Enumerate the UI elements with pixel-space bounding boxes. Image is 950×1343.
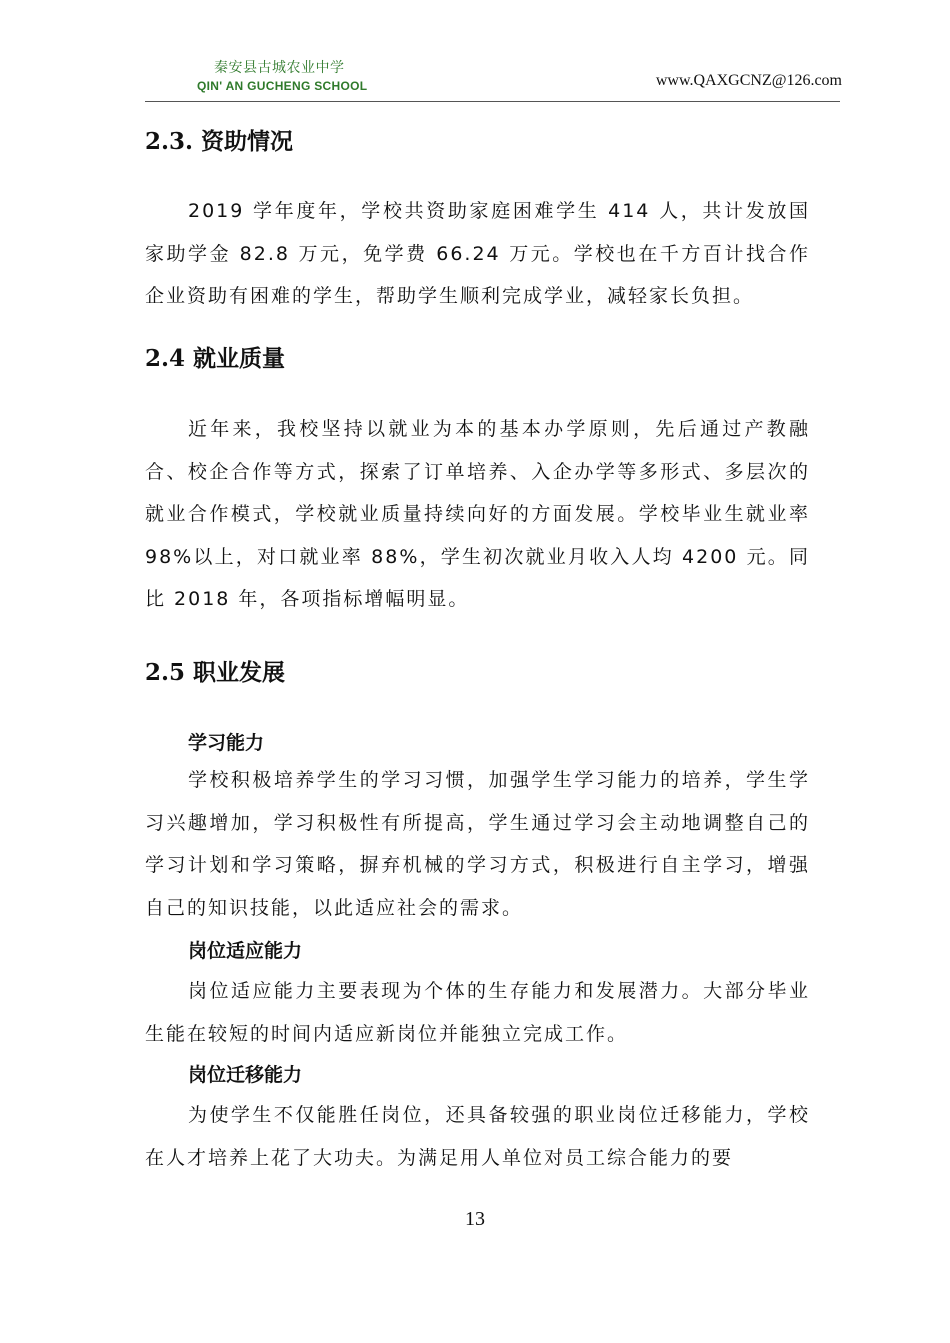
paragraph-job-adaptability: 岗位适应能力主要表现为个体的生存能力和发展潜力。大部分毕业生能在较短的时间内适应新岗位并能独立完成工作。 bbox=[145, 980, 810, 1045]
paragraph-funding: 2019 学年度年，学校共资助家庭困难学生 414 人，共计发放国家助学金 82.8 万元，免学费 66.24 万元。学校也在千方百计找合作企业资助有困难的学生，帮助学生顺利完成学业，减轻家长负担。 bbox=[145, 200, 810, 307]
page-number: 13 bbox=[465, 1208, 485, 1230]
subheading-learning-ability: 学习能力 bbox=[188, 732, 265, 754]
section-heading-2-4: 2.4 就业质量 bbox=[145, 345, 286, 372]
header-divider bbox=[145, 101, 840, 102]
section-heading-2-5: 2.5 职业发展 bbox=[145, 659, 286, 686]
subheading-job-transfer: 岗位迁移能力 bbox=[188, 1064, 303, 1086]
school-name-chinese: 秦安县古城农业中学 bbox=[214, 60, 345, 76]
subheading-job-adaptability: 岗位适应能力 bbox=[188, 940, 303, 962]
paragraph-learning-ability: 学校积极培养学生的学习习惯，加强学生学习能力的培养，学生学习兴趣增加，学习积极性有所提高，学生通过学习会主动地调整自己的学习计划和学习策略，摒弃机械的学习方式，积极进行自主学习，增强自己的知识技能，以此适应社会的需求。 bbox=[145, 769, 810, 919]
section-heading-2-3: 2.3. 资助情况 bbox=[145, 128, 294, 155]
paragraph-employment: 近年来，我校坚持以就业为本的基本办学原则，先后通过产教融合、校企合作等方式，探索了订单培养、入企办学等多形式、多层次的就业合作模式，学校就业质量持续向好的方面发展。学校毕业生就业率 98%以上，对口就业率 88%，学生初次就业月收入人均 4200 元。同比 2018 年，各项指标增幅明显。 bbox=[145, 418, 810, 610]
paragraph-job-transfer: 为使学生不仅能胜任岗位，还具备较强的职业岗位迁移能力，学校在人才培养上花了大功夫。为满足用人单位对员工综合能力的要 bbox=[145, 1104, 810, 1169]
header-email: www.QAXGCNZ@126.com bbox=[655, 72, 842, 89]
school-name-english: QIN' AN GUCHENG SCHOOL bbox=[197, 79, 368, 93]
